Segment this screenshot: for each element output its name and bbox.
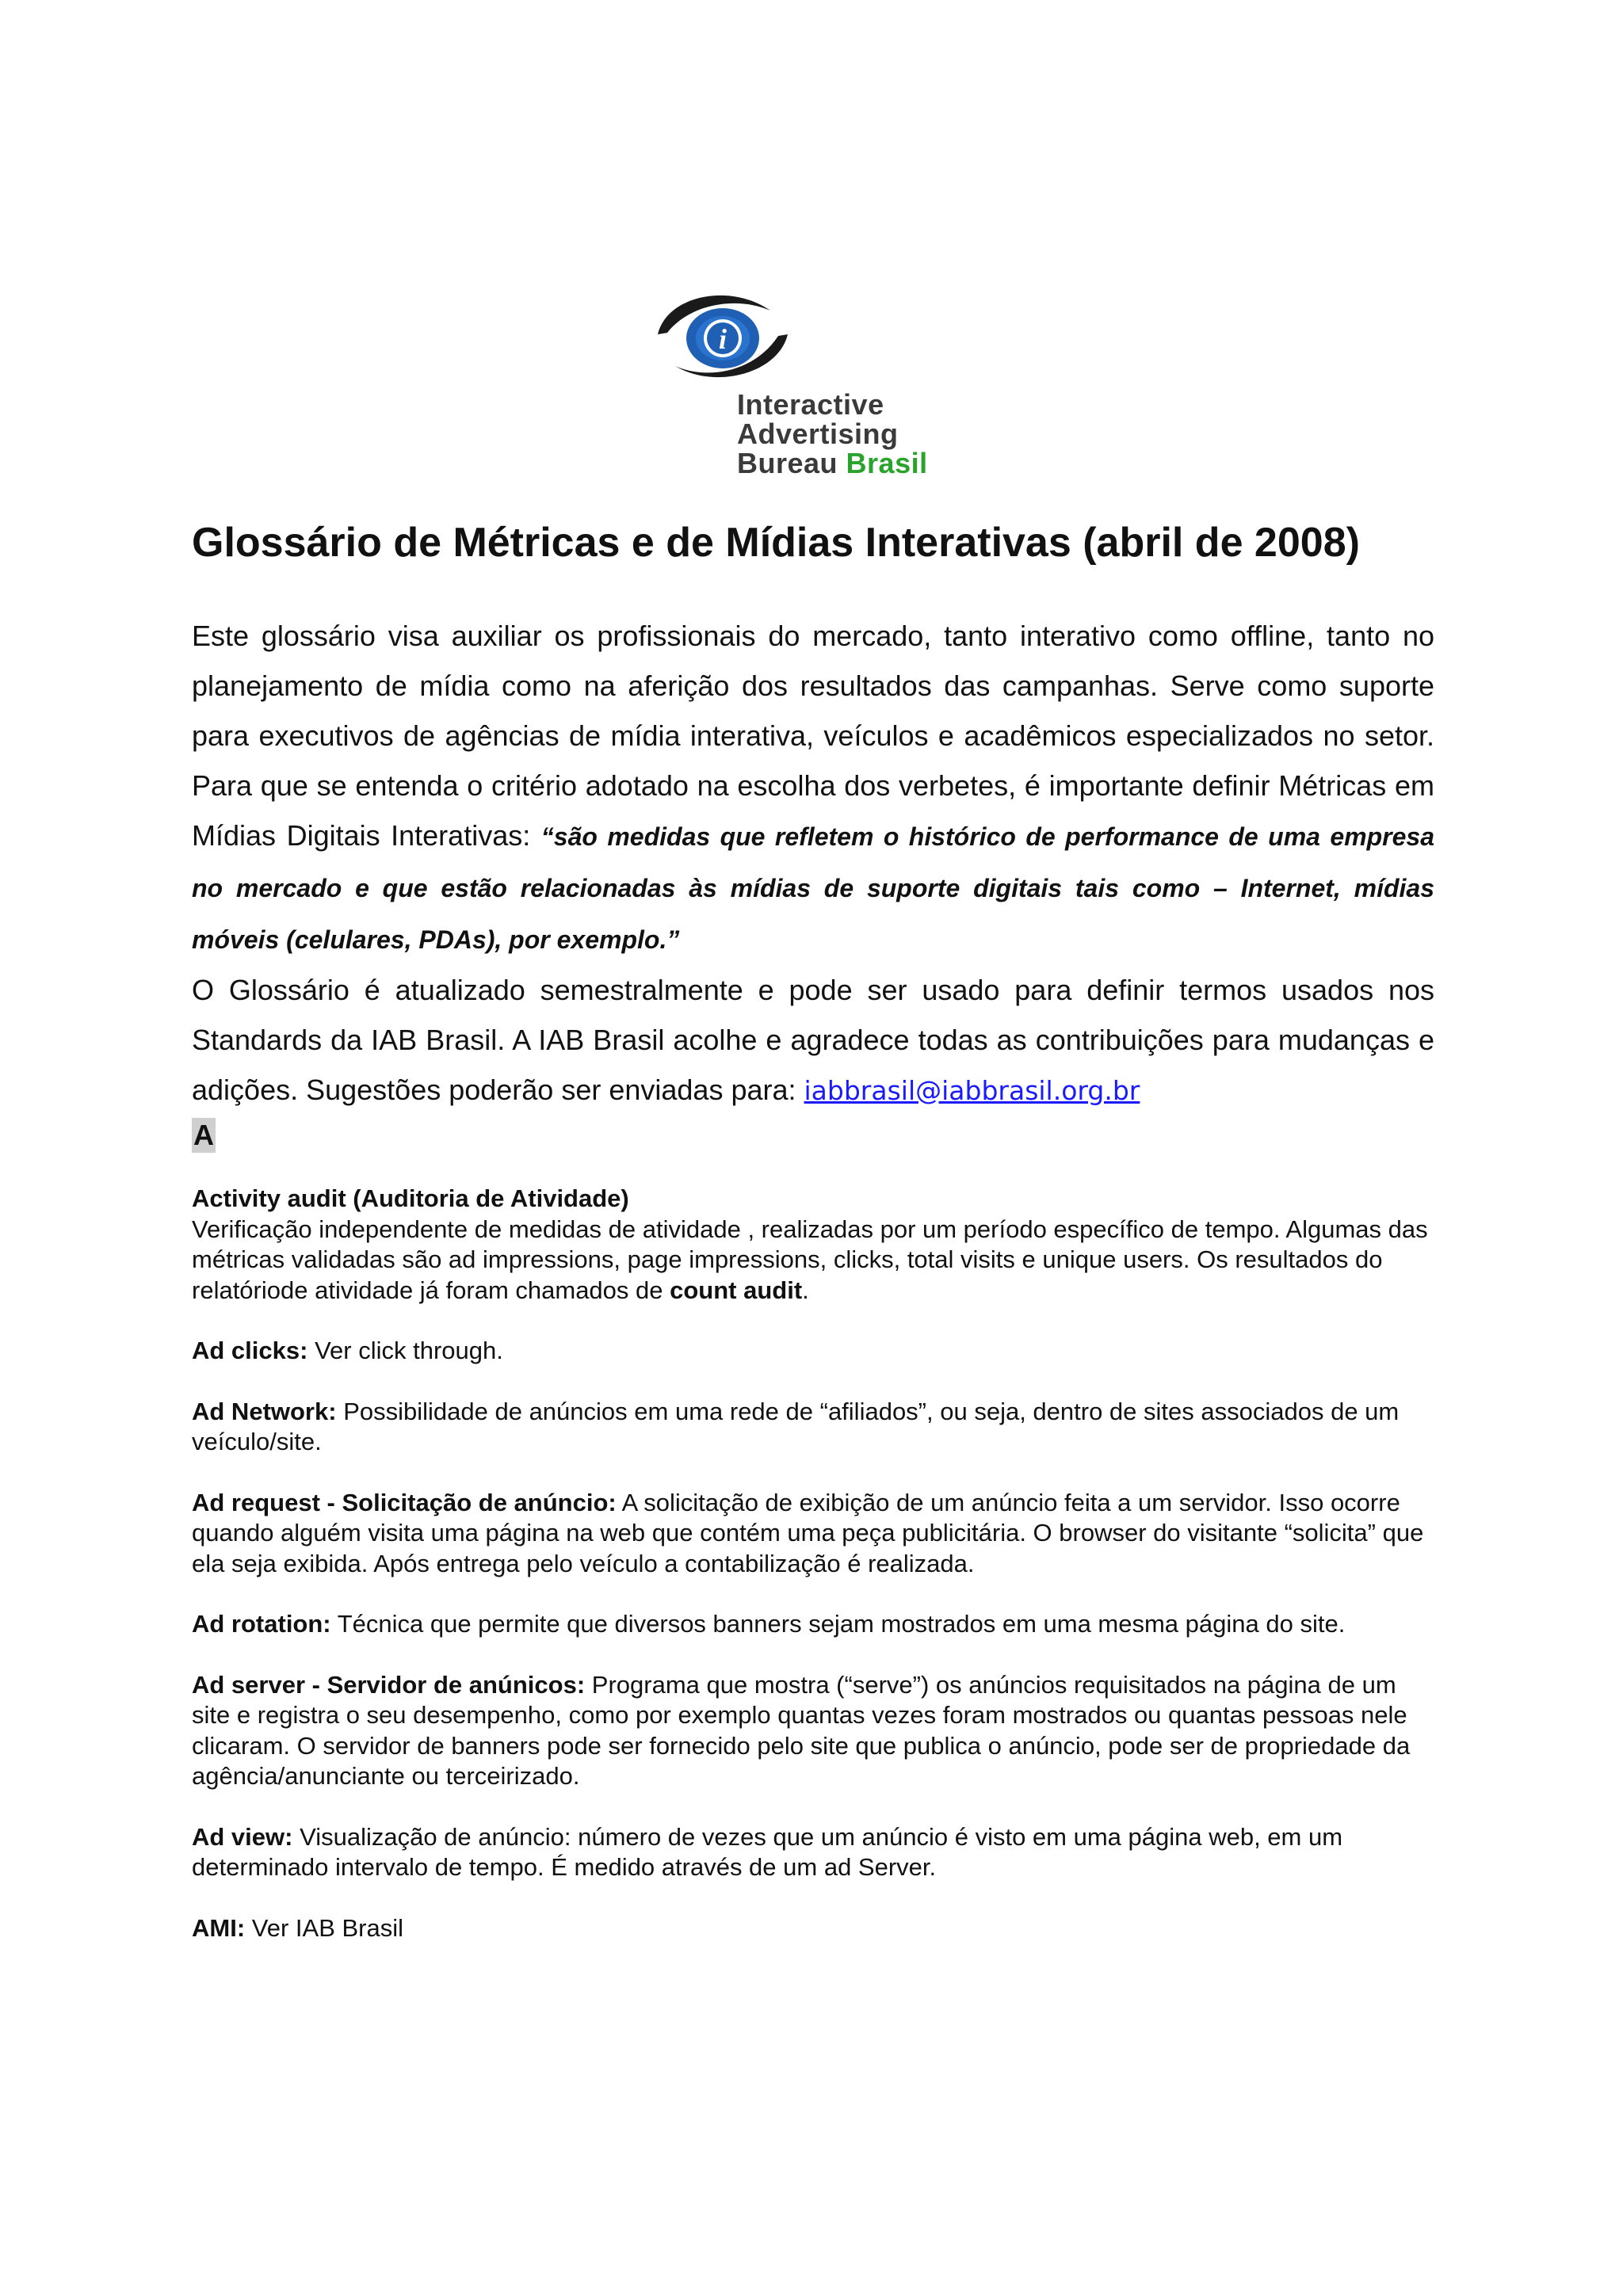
entry-definition: A solicitação de exibição de um anúncio feita a um servidor. Isso ocorre quando alguém visita uma página na web que contém uma peça publicitária. O browser do visitante “solicita” que ela seja exibida. Após entrega pelo veículo a contabilização é realizada. [192,1488,1424,1577]
page-title: Glossário de Métricas e de Mídias Interativas (abril de 2008) [192,520,1360,566]
svg-text:i: i [718,323,727,355]
iab-brasil-logo [643,279,992,477]
intro-paragraph-2 [192,965,1434,1116]
intro [192,611,1434,1116]
glossary-entry [192,1397,1434,1458]
glossary-entry [192,1609,1434,1640]
glossary-entry [192,1488,1434,1580]
glossary-entry [192,1670,1434,1792]
entry-definition: Possibilidade de anúncios em uma rede de “afiliados”, ou seja, dentro de sites associados de um veículo/site. [192,1397,1400,1455]
glossary-entry [192,1184,1434,1306]
eye-info-icon [643,279,802,398]
intro-paragraph-1 [192,611,1434,965]
entry-definition: Ver IAB Brasil [245,1913,404,1942]
entry-term: Ad Network: [192,1397,337,1425]
logo-line-2: Advertising [737,418,899,450]
section-letter: A [193,1119,214,1151]
entry-definition: Técnica que permite que diversos banners sejam mostrados em uma mesma página do site. [330,1610,1346,1638]
entry-term: Ad request - Solicitação de anúncio: [192,1488,617,1516]
glossary-entry [192,1336,1434,1367]
logo-line-1: Interactive [737,388,884,421]
entry-term: Ad rotation: [192,1610,331,1638]
email-link[interactable]: iabbrasil@iabbrasil.org.br [804,1075,1140,1106]
logo-wordmark [737,390,928,478]
entry-term: Activity audit (Auditoria de Atividade) [192,1184,629,1212]
entry-term: AMI: [192,1913,246,1942]
glossary-entry [192,1822,1434,1883]
glossary-entries [192,1184,1434,1974]
entry-definition-bold: count audit [670,1276,803,1304]
entry-definition-end: . [802,1276,809,1304]
entry-definition: Programa que mostra (“serve”) os anúncios requisitados na página de um site e registra o seu desempenho, como por exemplo quantas vezes foram mostrados ou quantas pessoas nele clicaram. O servidor de banners pode ser fornecido pelo site que publica o anúncio, pode ser de propriedade da agência/anunciante ou terceirizado. [192,1670,1411,1790]
intro-text-1: Este glossário visa auxiliar os profissionais do mercado, tanto interativo como offline, tanto no planejamento de mídia como na aferição dos resultados das campanhas. Serve como suporte para executivos de agências de mídia interativa, veículos e acadêmicos especializados no setor. Para que se entenda o critério adotado na escolha dos verbetes, é importante definir Métricas em Mídias Digitais Interativas: [192,620,1434,852]
intro-quote: “são medidas que refletem o histórico de performance de uma empresa no mercado e que estão relacionadas às mídias de suporte digitais tais como – Internet, mídias móveis (celulares, PDAs), por exemplo.” [192,822,1435,954]
glossary-entry [192,1913,1434,1944]
entry-definition: Visualização de anúncio: número de vezes que um anúncio é visto em uma página web, em um determinado intervalo de tempo. É medido através de um ad Server. [192,1822,1343,1881]
entry-definition: Verificação independente de medidas de atividade , realizadas por um período específico de tempo. Algumas das métricas validadas são ad impressions, page impressions, clicks, total visits e unique users. Os resultados do relatóriode atividade já foram chamados de [192,1215,1428,1304]
entry-term: Ad clicks: [192,1337,308,1364]
entry-definition: Ver click through. [307,1337,503,1364]
entry-term: Ad server - Servidor de anúnicos: [192,1670,586,1699]
entry-term: Ad view: [192,1822,293,1851]
logo-line-3b: Brasil [846,447,928,479]
logo-line-3a: Bureau [737,447,838,479]
intro-text-2: O Glossário é atualizado semestralmente e pode ser usado para definir termos usados nos Standards da IAB Brasil. A IAB Brasil acolhe e agradece todas as contribuições para mudanças e adições. Sugestões poderão ser enviadas para: [192,974,1434,1106]
